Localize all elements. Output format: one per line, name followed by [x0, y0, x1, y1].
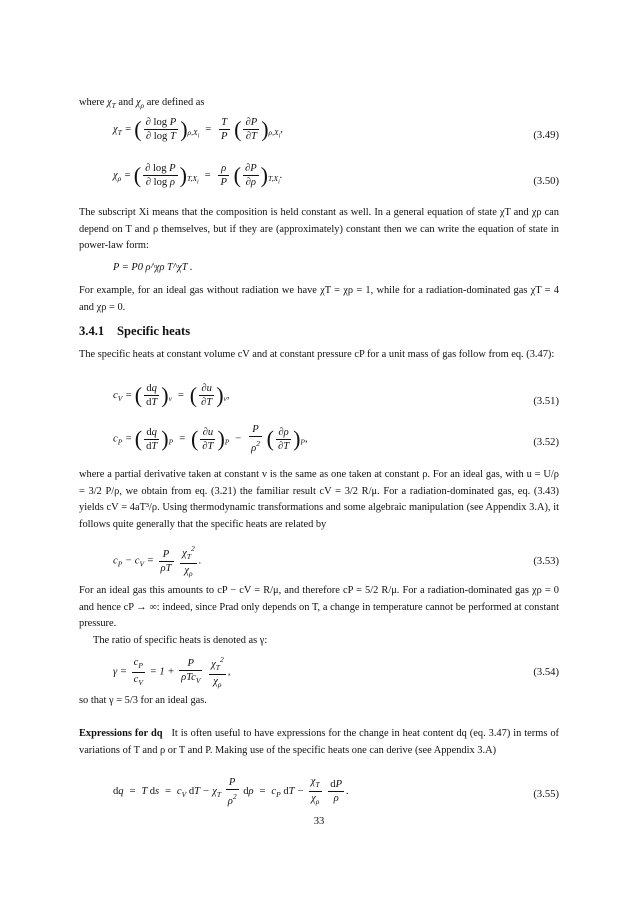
section-number: 3.4.1 — [79, 324, 105, 338]
paragraph-text: The ratio of specific heats is denoted as γ: — [93, 635, 268, 646]
section-title: Specific heats — [117, 324, 191, 338]
paragraph-text: where a partial derivative taken at constant v is the same as one taken at constant ρ. For an ideal gas, with u = U/ρ = 3/2 P/ρ, we obtain from eq. (3.21) the familiar result cV = 3/2 R/μ. For a radiation-dominated gas, eq. (3.43) yields cV = 4aT³/ρ. Using thermodynamic transformations and some algebraic manipulation (see Appendix 3.A), it follows quite generally that the specific heats are related by — [79, 469, 559, 530]
paragraph — [79, 205, 559, 255]
paragraph-text: It is often useful to have expressions for the change in heat content dq (eq. 3.47) in terms of variations of T and ρ or T and P. Making use of the specific heats one can derive (see Appendix 3.A) — [79, 728, 560, 756]
equation-3-51: $c_V$ = ( $\frac{dq}{dT}$ )$_v$ = ( $\frac{\partial u}{\partial T}$ )$_v$, (3.51) — [113, 382, 559, 408]
equation-tag: (3.52) — [533, 437, 559, 448]
section-heading — [79, 324, 190, 339]
equation-tag: (3.53) — [533, 556, 559, 567]
paragraph-text: For example, for an ideal gas without radiation we have χT = χρ = 1, while for a radiation-dominated gas χT = 4 and χρ = 0. — [79, 285, 559, 313]
paragraph — [79, 467, 559, 533]
equation-tag: (3.49) — [533, 130, 559, 141]
paragraph-text: For an ideal gas this amounts to cP − cV = R/μ, and therefore cP = 5/2 R/μ. For a radiation-dominated gas χρ = 0 and hence cP → ∞: indeed, since Prad only depends on T, a change in temperature cannot be performed at constant pressure. — [79, 585, 559, 630]
equation-tag: (3.51) — [533, 396, 559, 407]
paragraph-text: The subscript Xi means that the composition is held constant as well. In a general equation of state χT and χρ can depend on T and ρ themselves, but if they are (approximately) constant then we can write the equation of state in power-law form: — [79, 207, 559, 252]
equation-3-52: $c_P$ = ( $\frac{dq}{dT}$ )$_P$ = ( $\frac{\partial u}{\partial T}$ )$_P$ − $\frac{P}{\rho^2}$ ( $\frac{\partial\rho}{\partial T}$ )$_P$, (3.52) — [113, 424, 559, 454]
paragraph — [79, 693, 559, 710]
equation-text: P = P0 ρ^χρ T^χT . — [113, 262, 193, 273]
page-number: 33 — [313, 816, 325, 827]
paragraph — [79, 283, 559, 316]
equation-tag: (3.54) — [533, 667, 559, 678]
paragraph — [79, 583, 559, 633]
run-in-heading: Expressions for dq — [79, 728, 163, 739]
intro-text: where $\chi_T$ and $\chi_\rho$ are defined as — [79, 97, 205, 110]
paragraph — [79, 726, 559, 759]
equation-3-55: dq = T ds = $c_V$ dT − $\chi_T$ $\frac{P}{\rho^2}$ $d\rho = c_P$ dT − $\frac{\chi_T}{\chi_\rho}$ $\frac{dP}{\rho}$ . (3.55) — [113, 776, 559, 807]
equation-3-50: $\chi_\rho$ = ( $\frac{\text{∂ log P}}{\text{∂ log ρ}}$ )$_{T,X_i}$ = $\frac{\rho}{P}$ ( $\frac{\partial P}{\partial\rho}$ )$_{T,X_i}$. (3.50) — [113, 162, 559, 188]
equation-tag: (3.55) — [533, 789, 559, 800]
paragraph-text: The specific heats at constant volume cV and at constant pressure cP for a unit mass of gas follow from eq. (3.47): — [79, 349, 555, 360]
paragraph-text: so that γ = 5/3 for an ideal gas. — [79, 695, 207, 706]
paragraph — [79, 633, 559, 650]
equation-3-53: $c_P - c_V$ = $\frac{P}{\rho T}$ $\frac{\chi_T^2}{\chi_\rho}$ . (3.53) — [113, 544, 559, 578]
power-law-equation — [113, 260, 413, 277]
equation-tag: (3.50) — [533, 176, 559, 187]
paragraph — [79, 347, 559, 364]
equation-3-54: γ = $\frac{c_P}{c_V}$ = 1 + $\frac{P}{\rho Tc_V}$ $\frac{\chi_T^2}{\chi_\rho}$ , (3.54) — [113, 655, 559, 689]
equation-3-49: $\chi_T$ = ( $\frac{\text{∂ log P}}{\text{∂ log T}}$ )$_{\rho,X_i}$ = $\frac{T}{P}$ ( $\frac{\partial P}{\partial T}$ )$_{\rho,X_i}$, (3.49) — [113, 116, 559, 142]
